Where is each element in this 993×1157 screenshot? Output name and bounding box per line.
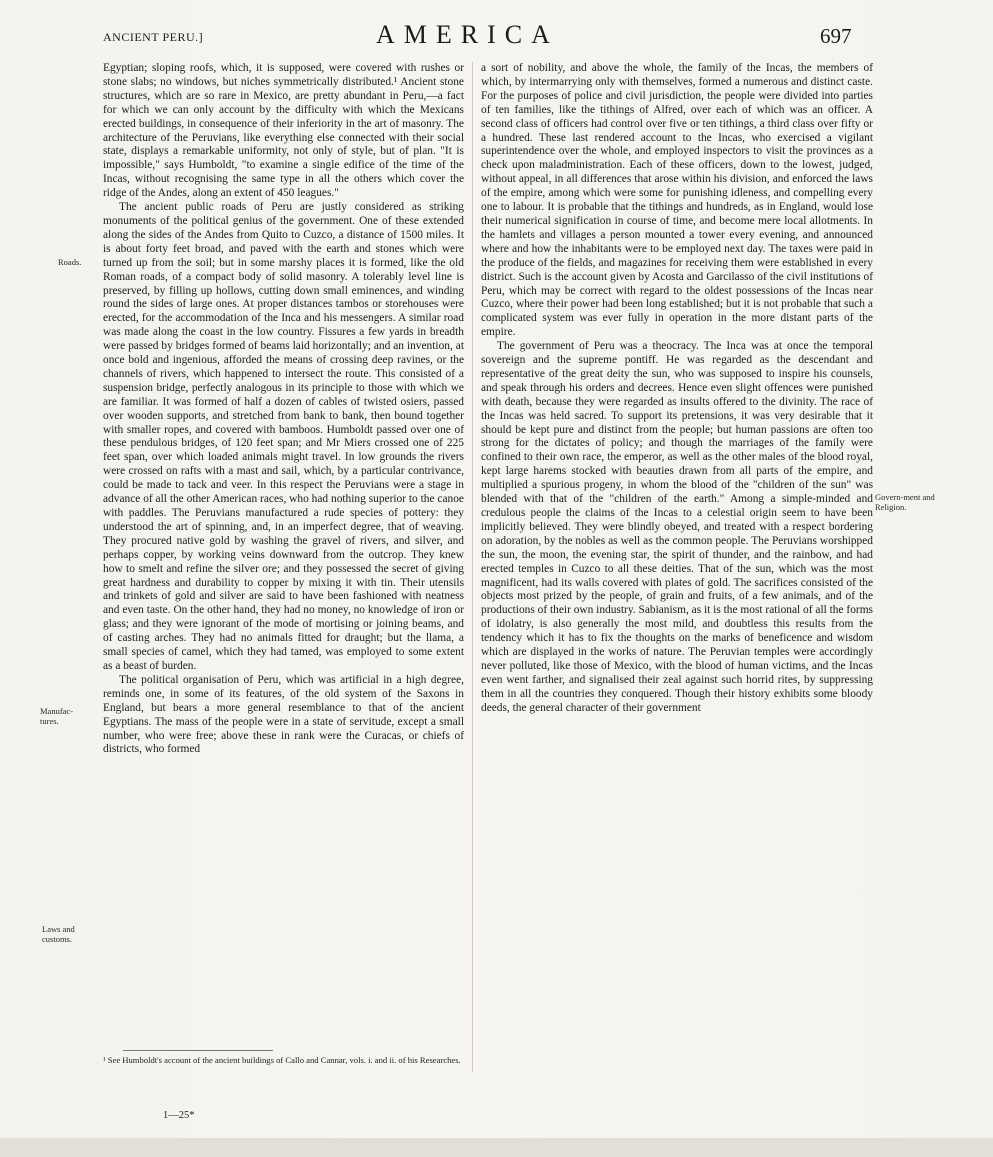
footnote-rule: [123, 1050, 273, 1051]
margin-note-manufactures: Manufac-tures.: [40, 706, 74, 726]
margin-note-roads: Roads.: [58, 257, 82, 267]
running-head: [0, 18, 993, 52]
paragraph-architecture: Egyptian; sloping roofs, which, it is supposed, were covered with rushes or stone slabs; no windows, but niches symmetrically distributed.¹ Ancient stone structures, which are so rare in Mexico, are pretty abundant in Peru,—a fact for which we can only account by the difficulty with which the Mexicans erected buildings, in consequence of their inferiority in the art of masonry. The architecture of the Peruvians, like everything else connected with their social state, displays a remarkable uniformity, not only of style, but of plan. "It is impossible," says Humboldt, "to examine a single edifice of the time of the Incas, without recognising the same type in all the others which cover the ridge of the Andes, along an extent of 450 leagues.": [103, 62, 464, 200]
paragraph-nobility: a sort of nobility, and above the whole, the family of the Incas, the members of which, by intermarrying only with themselves, formed a numerous and distinct caste. For the purposes of police and civil jurisdiction, the people were divided into parties of ten families, like the tithings of Alfred, over each of which was an officer. A second class of officers had control over five or ten tithings, a third class over fifty or a hundred. These last rendered account to the Incas, who exercised a vigilant superintendence over the whole, and employed inspectors to visit the provinces as a check upon maladministration. Each of these officers, down to the lowest, judged, without appeal, in all differences that arose within his division, and enforced the laws of the empire, among which were some for punishing idleness, and compelling every one to labour. It is probable that the tithings and hundreds, as in England, would lose their numerical signification in course of time, and become mere local allotments. In the hamlets and villages a person mounted a tower every evening, and announced where and how the inhabitants were to be employed next day. The taxes were paid in the produce of the fields, and magazines for receiving them were established in every district. Such is the account given by Acosta and Garcilasso of the civil institutions of Peru, which may be correct with regard to the oldest possessions of the Incas near Cuzco, where their power had been long established; but it is not probable that such a complicated system was ever fully in operation in the more distant parts of the empire.: [481, 62, 873, 339]
right-column: [481, 62, 873, 716]
paragraph-government: The government of Peru was a theocracy. The Inca was at once the temporal sovereign and the supreme pontiff. He was regarded as the descendant and representative of the great deity the sun, who was supposed to inspire his counsels, and speak through his orders and decrees. Hence even slight offences were punished with death, because they were regarded as insults offered to the divinity. The race of the Incas was held sacred. To support its pretensions, it was very desirable that it should be kept pure and distinct from the people; but human passions are often too strong for the dictates of policy; and though the marriages of the family were confined to their own race, the emperor, as well as the other males of the blood royal, kept large harems stocked with beauties drawn from all parts of the empire, and multiplied a spurious progeny, in whom the blood of the "children of the sun" was blended with that of the "children of the earth." Among a simple-minded and credulous people the claims of the Incas to a celestial origin seem to have been implicitly believed. They were blindly obeyed, and treated with a respect bordering on adoration, by the nobles as well as the common people. The Peruvians worshipped the sun, the moon, the evening star, the spirit of thunder, and the rainbow, and had erected temples in Cuzco to all these deities. That of the sun, which was the most magnificent, had its walls covered with plates of gold. The sacrifices consisted of the objects most prized by the people, of grain and fruits, of a few animals, and of the productions of their own industry. Sabianism, as it is the most rational of all the forms of idolatry, is also generally the most mild, and doubtless this results from the tendency which it has to fix the thoughts on the marks of beneficence and wisdom which are displayed in the works of nature. The Peruvian temples were accordingly never polluted, like those of Mexico, with the blood of human victims, and the Incas even went farther, and signalised their zeal against such horrid rites, by suppressing them in all the countries they conquered. Though their history exhibits some bloody deeds, the general character of their government: [481, 340, 873, 714]
paragraph-political-organisation: The political organisation of Peru, which was artificial in a high degree, reminds one, in some of its features, of the old system of the Saxons in England, but bears a more general resemblance to that of the ancient Egyptians. The mass of the people were in a state of servitude, except a small number, who were free; above these in rank were the Curacas, or chiefs of districts, who formed: [103, 673, 464, 756]
section-title: ANCIENT PERU.]: [103, 30, 204, 44]
column-divider: [472, 62, 473, 1072]
footnote: ¹ See Humboldt's account of the ancient buildings of Callo and Cannar, vols. i. and ii. of his Researches.: [103, 1055, 461, 1065]
margin-note-government: Govern-ment and Religion.: [875, 492, 935, 512]
signature-mark: 1—25*: [163, 1110, 195, 1121]
left-column: [103, 62, 464, 757]
page-header-title: AMERICA: [376, 20, 559, 49]
page-number: 697: [820, 24, 852, 48]
margin-note-laws: Laws and customs.: [42, 924, 75, 944]
paragraph-roads: The ancient public roads of Peru are justly considered as striking monuments of the political genius of the government. One of these extended along the sides of the Andes from Quito to Cuzco, a distance of 1500 miles. It is about forty feet broad, and paved with the earth and stones which were turned up from the soil; but in some marshy places it is formed, like the old Roman roads, of a compact body of solid masonry. A tolerably level line is preserved, by filling up hollows, cutting down small eminences, and winding round the sides of large ones. At proper distances tambos or storehouses were erected, for the accommodation of the Inca and his messengers. A similar road was made along the coast in the low country. Fissures a few yards in breadth were passed by bridges formed of beams laid horizontally; and an invention, at once bold and ingenious, afforded the means of crossing deep ravines, or the channels of rivers, which happened to intersect the route. This consisted of a suspension bridge, perfectly analogous in its principle to those with which we are familiar. It was formed of half a dozen of cables of twisted osiers, passed over wooden supports, and stretched from bank to bank, then bound together with smaller ropes, and covered with bamboos. Humboldt passed over one of these pendulous bridges, of 120 feet span; and Mr Miers crossed one of 225 feet span, over which loaded animals might travel. In low grounds the rivers were crossed on rafts with a mast and sail, which, by a particular contrivance, could be made to tack and veer. In this respect the Peruvians were a stage in advance of all the other American races, who had nothing superior to the canoe with paddles. The Peruvians manufactured a rude species of pottery: they understood the art of spinning, and, in an imperfect degree, that of weaving. They procured native gold by washing the gravel of rivers, and silver, and perhaps copper, by working veins downward from the outcrop. They knew how to smelt and refine the silver ore; and they possessed the secret of giving great hardness and durability to copper by mixing it with tin. Their utensils and trinkets of gold and silver are said to have been fashioned with neatness and even taste. On the other hand, they had no money, no knowledge of iron or glass; and they were ignorant of the mode of mortising or joining beams, and of casting arches. They had no animals fitted for draught; but the llama, a small species of camel, which they had tamed, was employed to some extent as a beast of burden.: [103, 201, 464, 672]
scan-edge: [0, 1138, 993, 1157]
